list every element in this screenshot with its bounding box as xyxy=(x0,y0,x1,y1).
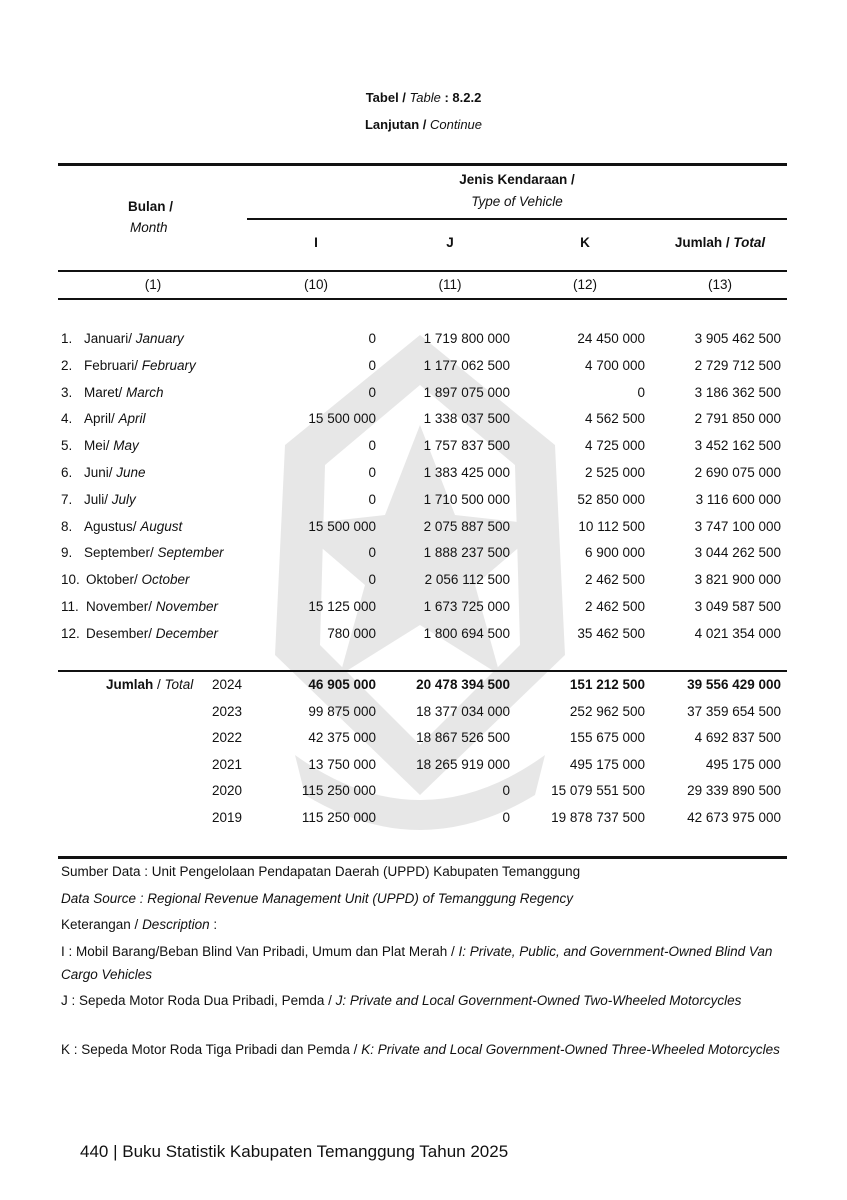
continue-label: Lanjutan / xyxy=(364,117,430,132)
header-month-en: Month xyxy=(130,220,168,235)
month-col-j: 1 897 075 000 xyxy=(423,385,510,400)
month-no: 5. xyxy=(61,438,73,453)
month-name xyxy=(84,519,182,534)
header-col-k: K xyxy=(580,235,590,250)
note-i-id: I : Mobil Barang/Beban Blind Van Pribadi, Umum dan Plat Merah / xyxy=(61,944,459,959)
month-name-en: January xyxy=(135,331,184,346)
index-col-12: (12) xyxy=(572,277,597,292)
month-name-en: April xyxy=(118,411,146,426)
source-note-en: Data Source : Regional Revenue Management Unit (UPPD) of Temanggung Regency xyxy=(61,891,574,906)
month-col-total: 3 049 587 500 xyxy=(694,599,781,614)
header-total-en: Total xyxy=(733,235,766,250)
month-name-id: April/ xyxy=(84,411,119,426)
total-col-j: 18 265 919 000 xyxy=(416,757,510,772)
month-no: 8. xyxy=(61,519,73,534)
month-col-i: 780 000 xyxy=(327,626,376,641)
index-col-13: (13) xyxy=(707,277,732,292)
month-no: 7. xyxy=(61,492,73,507)
month-col-i: 15 500 000 xyxy=(308,519,376,534)
totals-label-id: Jumlah xyxy=(106,677,154,692)
description-label-id: Keterangan / xyxy=(61,917,143,932)
description-heading xyxy=(61,913,791,936)
month-no: 10. xyxy=(61,572,80,587)
header-col-j: J xyxy=(446,235,454,250)
total-col-k: 155 675 000 xyxy=(569,730,645,745)
total-year: 2020 xyxy=(212,783,243,798)
month-col-k: 6 900 000 xyxy=(584,545,645,560)
month-col-i: 15 125 000 xyxy=(308,599,376,614)
month-no: 3. xyxy=(61,385,73,400)
month-col-total: 2 690 075 000 xyxy=(694,465,781,480)
header-month-id: Bulan / xyxy=(128,199,174,214)
month-name-id: Juni/ xyxy=(84,465,117,480)
month-col-j: 1 383 425 000 xyxy=(423,465,510,480)
header-vehicle-type-en: Type of Vehicle xyxy=(471,194,563,209)
month-col-total: 3 116 600 000 xyxy=(695,492,781,507)
month-col-j: 2 056 112 500 xyxy=(424,572,510,587)
month-name xyxy=(86,626,218,641)
note-j xyxy=(61,989,791,1012)
month-name-id: November/ xyxy=(86,599,156,614)
month-name-en: December xyxy=(155,626,219,641)
month-name-id: Mei/ xyxy=(84,438,114,453)
month-col-i: 0 xyxy=(368,492,376,507)
month-name-id: Agustus/ xyxy=(84,519,141,534)
note-i xyxy=(61,940,791,986)
month-col-k: 2 525 000 xyxy=(584,465,645,480)
table-number xyxy=(0,90,847,105)
total-col-total: 39 556 429 000 xyxy=(687,677,781,692)
total-col-i: 99 875 000 xyxy=(308,704,376,719)
month-col-total: 3 821 900 000 xyxy=(694,572,781,587)
month-name-id: Januari/ xyxy=(84,331,136,346)
month-col-k: 24 450 000 xyxy=(577,331,645,346)
month-name xyxy=(84,465,146,480)
total-col-total: 37 359 654 500 xyxy=(687,704,781,719)
table-bottom-rule xyxy=(58,856,787,859)
month-col-j: 1 757 837 500 xyxy=(423,438,510,453)
table-label-en: Table xyxy=(409,90,441,105)
total-col-total: 4 692 837 500 xyxy=(694,730,781,745)
total-col-k: 495 175 000 xyxy=(569,757,645,772)
month-col-k: 4 562 500 xyxy=(584,411,645,426)
month-col-i: 15 500 000 xyxy=(308,411,376,426)
table-number-value: : 8.2.2 xyxy=(440,90,482,105)
month-name-id: September/ xyxy=(84,545,158,560)
month-col-i: 0 xyxy=(368,438,376,453)
month-col-i: 0 xyxy=(368,331,376,346)
table-top-rule xyxy=(58,163,787,166)
month-col-k: 52 850 000 xyxy=(577,492,645,507)
month-col-j: 2 075 887 500 xyxy=(423,519,510,534)
month-col-total: 3 905 462 500 xyxy=(694,331,781,346)
total-col-j: 0 xyxy=(502,810,510,825)
note-k-id: K : Sepeda Motor Roda Tiga Pribadi dan Pemda / xyxy=(61,1042,362,1057)
total-col-k: 151 212 500 xyxy=(569,677,645,692)
month-no: 4. xyxy=(61,411,73,426)
month-name-en: August xyxy=(140,519,183,534)
month-name-id: Desember/ xyxy=(86,626,156,641)
month-name xyxy=(84,411,146,426)
header-col-total xyxy=(660,235,780,250)
month-col-total: 3 044 262 500 xyxy=(694,545,781,560)
note-k xyxy=(61,1038,791,1061)
header-vehicle-type-id: Jenis Kendaraan / xyxy=(459,172,575,187)
table-label: Tabel / xyxy=(365,90,410,105)
month-col-j: 1 338 037 500 xyxy=(423,411,510,426)
total-col-j: 0 xyxy=(502,783,510,798)
month-name xyxy=(86,572,190,587)
total-col-i: 115 250 000 xyxy=(301,810,376,825)
header-subrule xyxy=(247,218,787,220)
month-name-en: June xyxy=(116,465,146,480)
total-col-total: 29 339 890 500 xyxy=(687,783,781,798)
index-rule xyxy=(58,298,787,300)
month-name xyxy=(84,545,224,560)
total-col-j: 18 377 034 000 xyxy=(416,704,510,719)
month-name-id: Oktober/ xyxy=(86,572,142,587)
description-colon: : xyxy=(209,917,218,932)
total-col-i: 115 250 000 xyxy=(301,783,376,798)
note-j-en: J: Private and Local Government-Owned Two-Wheeled Motorcycles xyxy=(335,993,742,1008)
month-name-en: September xyxy=(157,545,224,560)
total-col-i: 13 750 000 xyxy=(308,757,376,772)
total-col-j: 18 867 526 500 xyxy=(416,730,510,745)
month-col-total: 3 186 362 500 xyxy=(694,385,781,400)
month-col-i: 0 xyxy=(368,465,376,480)
month-name xyxy=(86,599,218,614)
total-year: 2022 xyxy=(212,730,243,745)
month-name xyxy=(84,492,136,507)
month-no: 12. xyxy=(61,626,80,641)
total-year: 2019 xyxy=(212,810,243,825)
month-col-j: 1 177 062 500 xyxy=(423,358,510,373)
total-col-k: 15 079 551 500 xyxy=(551,783,645,798)
source-note-id: Sumber Data : Unit Pengelolaan Pendapatan Daerah (UPPD) Kabupaten Temanggung xyxy=(61,864,581,879)
month-name xyxy=(84,385,164,400)
totals-label xyxy=(106,677,193,692)
month-col-k: 0 xyxy=(637,385,645,400)
header-total-id: Jumlah / xyxy=(674,235,734,250)
month-col-i: 0 xyxy=(368,572,376,587)
month-no: 9. xyxy=(61,545,73,560)
month-col-k: 2 462 500 xyxy=(584,599,645,614)
month-col-i: 0 xyxy=(368,358,376,373)
index-col-10: (10) xyxy=(303,277,328,292)
total-col-j: 20 478 394 500 xyxy=(416,677,510,692)
month-name-id: Maret/ xyxy=(84,385,127,400)
page-footer: 440 | Buku Statistik Kabupaten Temanggung Tahun 2025 xyxy=(80,1142,509,1161)
month-col-i: 0 xyxy=(368,385,376,400)
month-col-j: 1 719 800 000 xyxy=(423,331,510,346)
month-name-en: July xyxy=(111,492,136,507)
month-name xyxy=(84,438,139,453)
totals-label-en: Total xyxy=(164,677,194,692)
month-name-id: Februari/ xyxy=(84,358,142,373)
month-col-j: 1 800 694 500 xyxy=(423,626,510,641)
total-year: 2021 xyxy=(212,757,243,772)
month-no: 2. xyxy=(61,358,73,373)
month-col-total: 4 021 354 000 xyxy=(694,626,781,641)
total-col-i: 46 905 000 xyxy=(308,677,376,692)
month-name-en: November xyxy=(155,599,219,614)
month-name-id: Juli/ xyxy=(84,492,112,507)
total-col-k: 19 878 737 500 xyxy=(551,810,645,825)
month-name xyxy=(84,331,184,346)
month-col-j: 1 673 725 000 xyxy=(423,599,510,614)
total-col-i: 42 375 000 xyxy=(308,730,376,745)
month-no: 6. xyxy=(61,465,73,480)
month-col-j: 1 888 237 500 xyxy=(423,545,510,560)
month-name-en: March xyxy=(126,385,164,400)
month-no: 11. xyxy=(61,599,79,614)
month-name xyxy=(84,358,196,373)
totals-rule xyxy=(58,670,787,672)
header-rule xyxy=(58,270,787,272)
month-col-k: 35 462 500 xyxy=(577,626,645,641)
month-col-k: 2 462 500 xyxy=(584,572,645,587)
month-name-en: February xyxy=(141,358,196,373)
month-no: 1. xyxy=(61,331,73,346)
totals-label-sep: / xyxy=(153,677,165,692)
month-col-j: 1 710 500 000 xyxy=(423,492,510,507)
index-col-11: (11) xyxy=(438,277,462,292)
note-i-en: I: Private, Public, and Government-Owned Blind Van Cargo Vehicles xyxy=(61,944,773,982)
total-year: 2023 xyxy=(212,704,243,719)
month-name-en: October xyxy=(141,572,190,587)
index-col-1: (1) xyxy=(144,277,162,292)
description-label-en: Description xyxy=(142,917,210,932)
month-col-k: 10 112 500 xyxy=(578,519,645,534)
total-col-total: 495 175 000 xyxy=(705,757,781,772)
month-col-i: 0 xyxy=(368,545,376,560)
month-col-total: 3 452 162 500 xyxy=(694,438,781,453)
total-year: 2024 xyxy=(212,677,243,692)
month-col-total: 2 791 850 000 xyxy=(694,411,781,426)
continue-label-en: Continue xyxy=(429,117,483,132)
month-col-total: 3 747 100 000 xyxy=(694,519,781,534)
note-k-en: K: Private and Local Government-Owned Three-Wheeled Motorcycles xyxy=(361,1042,780,1057)
header-col-i: I xyxy=(314,235,318,250)
total-col-total: 42 673 975 000 xyxy=(687,810,781,825)
month-col-k: 4 700 000 xyxy=(584,358,645,373)
total-col-k: 252 962 500 xyxy=(569,704,645,719)
table-continue xyxy=(0,117,847,132)
month-name-en: May xyxy=(113,438,139,453)
month-col-total: 2 729 712 500 xyxy=(694,358,781,373)
month-col-k: 4 725 000 xyxy=(584,438,645,453)
note-j-id: J : Sepeda Motor Roda Dua Pribadi, Pemda / xyxy=(61,993,336,1008)
